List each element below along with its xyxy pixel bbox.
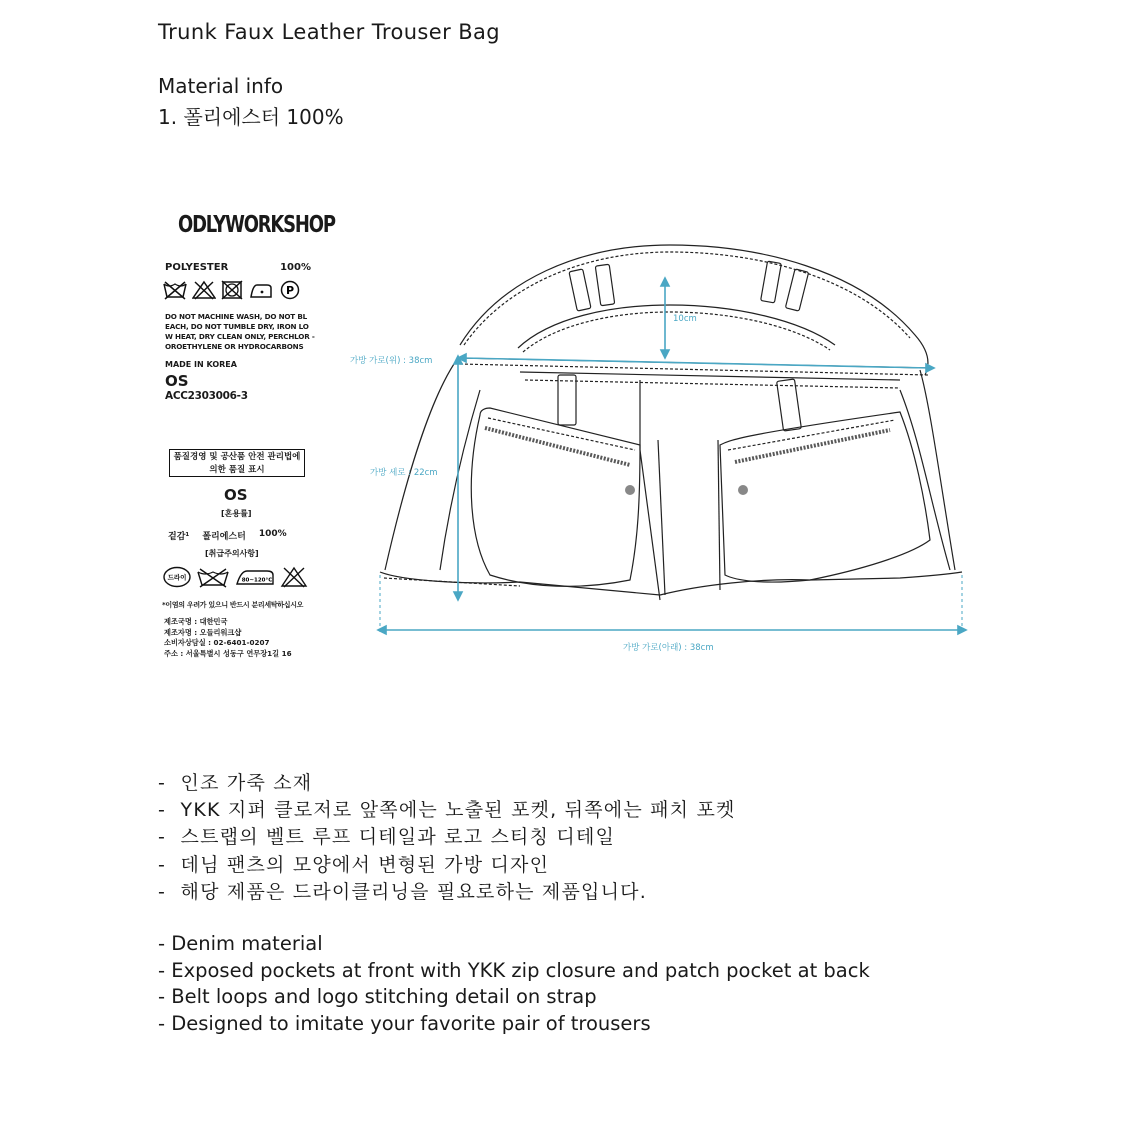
zip-pull (738, 485, 748, 495)
fabric-part: 겉감¹ (168, 532, 190, 542)
mfg-line: 주소 : 서울특별시 성동구 연무장1길 16 (164, 648, 292, 658)
fabric-percent: 100% (280, 262, 311, 273)
fabric-ko-percent: 100% (258, 529, 287, 539)
feature-ko-item: - 인조 가죽 소재 (158, 770, 736, 797)
size-label-ko: OS (224, 486, 248, 504)
mfg-line: 제조국명 : 대한민국 (164, 617, 228, 626)
no-machine-wash-icon (163, 280, 187, 300)
zipper-detail (485, 428, 890, 465)
dim-width-upper-label: 가방 가로(위) : 38cm (350, 356, 433, 366)
product-code: ACC2303006-3 (165, 390, 248, 402)
dimension-lines (378, 278, 966, 634)
iron-temp-text: 80~120°C (241, 577, 273, 584)
feature-ko-item: - 해당 제품은 드라이클리닝을 필요로하는 제품입니다. (158, 879, 736, 906)
dim-top-label: 10cm (673, 314, 697, 324)
mfg-line: 제조자명 : 오들리워크샵 (164, 627, 242, 637)
zip-pull (625, 485, 635, 495)
no-bleach-icon (192, 280, 216, 300)
feature-ko-item: - YKK 지퍼 클로저로 앞쪽에는 노출된 포켓, 뒤쪽에는 패치 포켓 (158, 797, 736, 824)
features-korean (158, 770, 736, 906)
dim-width-lower-label: 가방 가로(아래) : 38cm (623, 643, 714, 653)
no-tumble-dry-icon (221, 280, 243, 300)
care-icons (163, 280, 301, 300)
dry-clean-p-icon (279, 280, 301, 300)
kc-quality-box: 품질경영 및 공산품 안전 관리법에 의한 품질 표시 (169, 449, 305, 477)
iron-low-icon (248, 280, 274, 300)
manufacturer-info (164, 617, 292, 659)
fabric-ko-row (168, 529, 287, 542)
no-bleach-icon (280, 566, 308, 588)
bag-technical-drawing (340, 240, 980, 660)
fabric-ko: 폴리에스터 (202, 532, 246, 542)
no-wash-icon (196, 566, 230, 588)
dry-clean-text: 드라이 (167, 573, 187, 582)
feature-ko-item: - 스트랩의 벨트 루프 디테일과 로고 스티칭 디테일 (158, 824, 736, 851)
k-care-icons (162, 566, 308, 588)
fabric-name: POLYESTER (165, 262, 229, 273)
material-line: 1. 폴리에스터 100% (158, 105, 344, 129)
svg-text:P: P (285, 284, 295, 297)
care-warning: *이염의 우려가 있으니 반드시 분리세탁하십시오 (162, 601, 304, 609)
feature-en-item: - Belt loops and logo stitching detail on strap (158, 984, 870, 1011)
mix-ratio-heading: [혼용률] (221, 509, 252, 518)
features-english (158, 931, 870, 1038)
iron-icon (234, 566, 276, 588)
dim-height-label: 가방 세로 : 22cm (370, 468, 438, 478)
brand-logo: ODLYWORKSHOP (178, 212, 335, 238)
feature-en-item: - Denim material (158, 931, 870, 958)
made-in: MADE IN KOREA (165, 360, 237, 369)
feature-en-item: - Designed to imitate your favorite pair of trousers (158, 1011, 870, 1038)
feature-ko-item: - 데님 팬츠의 모양에서 변형된 가방 디자인 (158, 852, 736, 879)
handling-heading: [취급주의사항] (205, 549, 259, 558)
mfg-line: 소비자상담실 : 02-6401-0207 (164, 638, 270, 647)
material-heading: Material info (158, 74, 284, 98)
dimension-guides (380, 575, 962, 635)
dry-clean-icon (162, 566, 192, 588)
fabric-row (165, 262, 311, 273)
size-label: OS (165, 372, 189, 390)
feature-en-item: - Exposed pockets at front with YKK zip closure and patch pocket at back (158, 958, 870, 985)
product-title: Trunk Faux Leather Trouser Bag (158, 20, 501, 44)
bag-outline (380, 245, 962, 600)
care-instructions: DO NOT MACHINE WASH, DO NOT BL EACH, DO NOT TUMBLE DRY, IRON LO W HEAT, DRY CLEAN ONLY, PERCHLOR -OROETHYLENE OR HYDROCARBONS (165, 312, 315, 351)
